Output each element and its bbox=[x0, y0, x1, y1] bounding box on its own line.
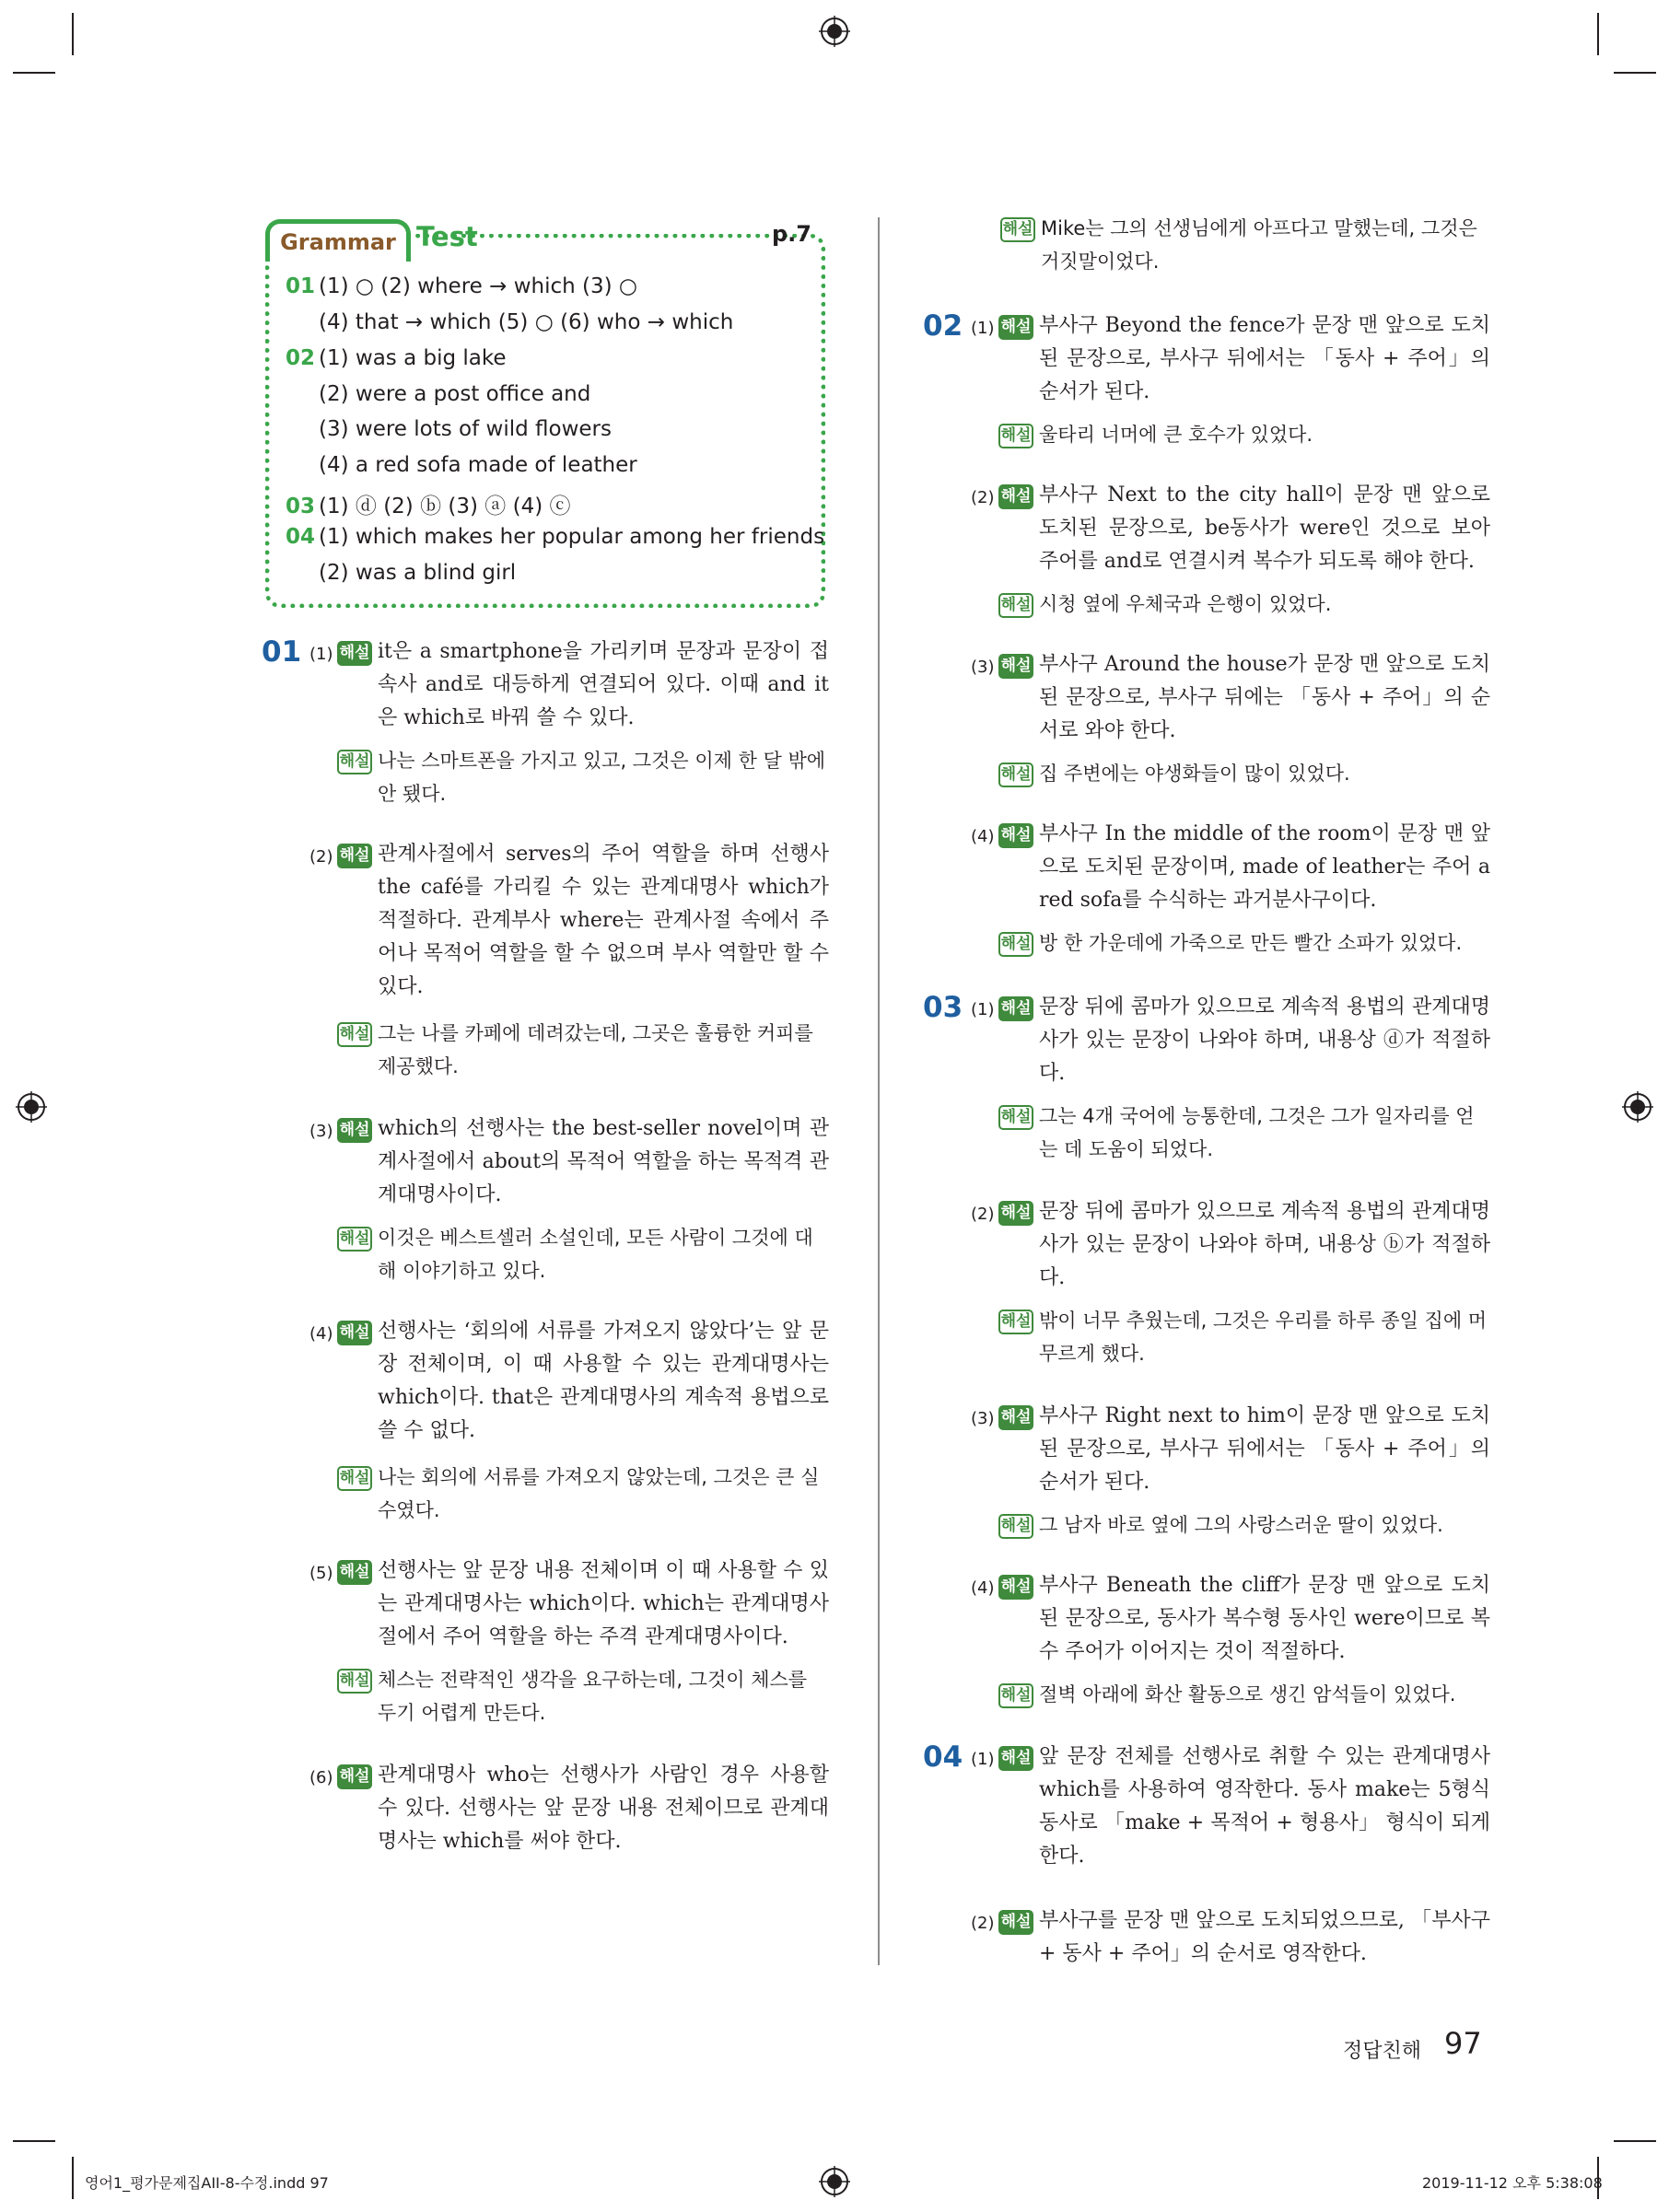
grammar-answer-line bbox=[286, 489, 571, 519]
answer-text: (1) which makes her popular among her friends bbox=[319, 525, 825, 549]
explanation-badge: 해설 bbox=[337, 1764, 372, 1789]
grammar-answer-line bbox=[286, 453, 637, 477]
answer-text: (1) ⓓ (2) ⓑ (3) ⓐ (4) ⓒ bbox=[319, 495, 571, 518]
explanation-text: 부사구 Beneath the cliff가 문장 맨 앞으로 도치된 문장으로, 동사가 복수형 동사인 were이므로 복수 주어가 이어지는 것이 적절하다. bbox=[1039, 1574, 1490, 1663]
item-label: (1) bbox=[309, 645, 333, 664]
item-label: (3) bbox=[971, 658, 995, 677]
grammar-test-title: Test bbox=[416, 221, 478, 252]
item-label: (2) bbox=[309, 847, 333, 867]
translation-text: 체스는 전략적인 생각을 요구하는데, 그것이 체스를 두기 어렵게 만든다. bbox=[378, 1669, 808, 1724]
registration-mark-icon bbox=[819, 16, 850, 47]
explanation-text: 부사구 Beyond the fence가 문장 맨 앞으로 도치된 문장으로, 부사구 뒤에서는 「동사 + 주어」의 순서가 된다. bbox=[1039, 314, 1490, 403]
question-number: 03 bbox=[286, 495, 316, 518]
explanation-badge: 해설 bbox=[337, 844, 372, 868]
translation-badge: 해설 bbox=[998, 1683, 1033, 1708]
translation-text: 나는 회의에 서류를 가져오지 않았는데, 그것은 큰 실수였다. bbox=[378, 1466, 820, 1521]
grammar-answer-line bbox=[286, 310, 733, 334]
explanation-badge: 해설 bbox=[998, 1201, 1033, 1226]
explanation-text: 문장 뒤에 콤마가 있으므로 계속적 용법의 관계대명사가 있는 문장이 나와야 하며, 내용상 ⓓ가 적절하다. bbox=[1039, 995, 1490, 1085]
crop-mark bbox=[1597, 13, 1599, 55]
item-label: (6) bbox=[309, 1768, 333, 1787]
page-reference: p.7 bbox=[772, 221, 811, 247]
item-label: (1) bbox=[971, 319, 995, 338]
registration-mark-icon bbox=[1622, 1091, 1653, 1123]
item-label: (2) bbox=[971, 1914, 995, 1933]
translation-badge: 해설 bbox=[998, 424, 1033, 448]
crop-mark bbox=[72, 2157, 74, 2199]
answer-text: (4) that → which (5) ○ (6) who → which bbox=[319, 310, 734, 334]
answer-text: (1) was a big lake bbox=[319, 346, 507, 370]
explanation-text: which의 선행사는 the best-seller novel이며 관계사절에서 about의 목적어 역할을 하는 목적격 관계대명사이다. bbox=[378, 1117, 829, 1206]
translation-text: 이것은 베스트셀러 소설인데, 모든 사람이 그것에 대해 이야기하고 있다. bbox=[378, 1227, 813, 1282]
explanation-badge: 해설 bbox=[998, 654, 1033, 679]
explanation-text: 선행사는 ‘회의에 서류를 가져오지 않았다’는 앞 문장 전체이며, 이 때 사용할 수 있는 관계대명사는 which이다. that은 관계대명사의 계속적 용법으로 쓸 수 없다. bbox=[378, 1320, 829, 1442]
question-number: 01 bbox=[262, 635, 302, 669]
question-number: 04 bbox=[286, 525, 316, 549]
question-number: 02 bbox=[923, 309, 963, 343]
column-divider bbox=[878, 217, 880, 1965]
explanation-badge: 해설 bbox=[998, 315, 1033, 340]
answer-text: (1) ○ (2) where → which (3) ○ bbox=[319, 274, 637, 298]
translation-badge: 해설 bbox=[337, 1669, 372, 1694]
explanation-badge: 해설 bbox=[337, 641, 372, 666]
translation-badge: 해설 bbox=[337, 750, 372, 774]
translation-badge: 해설 bbox=[337, 1227, 372, 1252]
question-number: 03 bbox=[923, 991, 963, 1024]
translation-badge: 해설 bbox=[998, 1105, 1033, 1130]
crop-mark bbox=[72, 13, 74, 55]
translation-badge: 해설 bbox=[337, 1466, 372, 1491]
translation-text: 그는 나를 카페에 데려갔는데, 그곳은 훌륭한 커피를 제공했다. bbox=[378, 1022, 813, 1077]
explanation-badge: 해설 bbox=[998, 484, 1033, 509]
item-label: (4) bbox=[309, 1324, 333, 1344]
registration-mark-icon bbox=[16, 1091, 47, 1123]
item-label: (2) bbox=[971, 1205, 995, 1224]
explanation-badge: 해설 bbox=[337, 1560, 372, 1585]
item-label: (1) bbox=[971, 1000, 995, 1019]
explanation-badge: 해설 bbox=[998, 1910, 1033, 1935]
grammar-answer-line bbox=[286, 274, 637, 298]
answer-text: (2) were a post office and bbox=[319, 382, 591, 406]
item-label: (4) bbox=[971, 1578, 995, 1598]
translation-text: 그는 4개 국어에 능통한데, 그것은 그가 일자리를 얻는 데 도움이 되었다. bbox=[1039, 1105, 1475, 1160]
item-label: (3) bbox=[309, 1122, 333, 1141]
translation-text: 집 주변에는 야생화들이 많이 있었다. bbox=[1039, 763, 1350, 785]
explanation-text: 관계대명사 who는 선행사가 사람인 경우 사용할 수 있다. 선행사는 앞 문장 내용 전체이므로 관계대명사는 which를 써야 한다. bbox=[378, 1764, 829, 1853]
item-label: (4) bbox=[971, 827, 995, 846]
grammar-answer-line bbox=[286, 382, 590, 406]
explanation-badge: 해설 bbox=[998, 1746, 1033, 1771]
item-label: (2) bbox=[971, 488, 995, 507]
grammar-answer-line bbox=[286, 525, 824, 549]
grammar-answer-line bbox=[286, 561, 516, 585]
slug-file-name: 영어1_평가문제집AII-8-수정.indd 97 bbox=[85, 2174, 329, 2192]
translation-badge: 해설 bbox=[998, 932, 1033, 957]
explanation-badge: 해설 bbox=[998, 1575, 1033, 1600]
explanation-text: it은 a smartphone을 가리키며 문장과 문장이 접속사 and로 대등하게 연결되어 있다. 이때 and it은 which로 바꿔 쓸 수 있다. bbox=[378, 640, 829, 729]
translation-badge: 해설 bbox=[998, 1514, 1033, 1539]
crop-mark bbox=[1614, 2140, 1656, 2142]
grammar-answer-line bbox=[286, 346, 507, 370]
crop-mark bbox=[13, 72, 55, 74]
explanation-badge: 해설 bbox=[998, 1405, 1033, 1430]
item-label: (5) bbox=[309, 1564, 333, 1583]
explanation-text: 문장 뒤에 콤마가 있으므로 계속적 용법의 관계대명사가 있는 문장이 나와야 하며, 내용상 ⓑ가 적절하다. bbox=[1039, 1200, 1490, 1289]
item-label: (1) bbox=[971, 1750, 995, 1769]
translation-badge: 해설 bbox=[998, 1310, 1033, 1334]
explanation-badge: 해설 bbox=[337, 1321, 372, 1345]
explanation-badge: 해설 bbox=[998, 996, 1033, 1021]
explanation-text: 부사구 Next to the city hall이 문장 맨 앞으로 도치된 문장으로, be동사가 were인 것으로 보아 주어를 and로 연결시켜 복수가 되도록 해야 한다. bbox=[1039, 483, 1490, 573]
section-label: 정답친해 bbox=[1343, 2040, 1422, 2063]
crop-mark bbox=[13, 2140, 55, 2142]
answer-text: (3) were lots of wild flowers bbox=[319, 417, 612, 441]
translation-badge: 해설 bbox=[998, 763, 1033, 787]
explanation-text: 선행사는 앞 문장 내용 전체이며 이 때 사용할 수 있는 관계대명사는 which이다. which는 관계대명사절에서 주어 역할을 하는 주격 관계대명사이다. bbox=[378, 1559, 829, 1648]
item-label: (3) bbox=[971, 1409, 995, 1428]
answer-text: (4) a red sofa made of leather bbox=[319, 453, 637, 477]
answer-text: (2) was a blind girl bbox=[319, 561, 517, 585]
translation-text: 밖이 너무 추웠는데, 그것은 우리를 하루 종일 집에 머무르게 했다. bbox=[1039, 1310, 1488, 1365]
explanation-text: 부사구 In the middle of the room이 문장 맨 앞으로 도치된 문장이며, made of leather는 주어 a red sofa를 수식하는 과거분사구이다. bbox=[1039, 822, 1490, 912]
translation-text: 그 남자 바로 옆에 그의 사랑스러운 딸이 있었다. bbox=[1039, 1514, 1443, 1536]
grammar-answer-line bbox=[286, 417, 612, 441]
registration-mark-icon bbox=[819, 2166, 850, 2197]
translation-badge: 해설 bbox=[1000, 217, 1035, 242]
explanation-text: 부사구 Right next to him이 문장 맨 앞으로 도치된 문장으로, 부사구 뒤에서는 「동사 + 주어」의 순서가 된다. bbox=[1039, 1404, 1490, 1494]
translation-text: 시청 옆에 우체국과 은행이 있었다. bbox=[1039, 593, 1332, 615]
translation-text: Mike는 그의 선생님에게 아프다고 말했는데, 그것은 거짓말이었다. bbox=[1041, 217, 1477, 273]
question-number: 01 bbox=[286, 274, 316, 298]
crop-mark bbox=[1614, 72, 1656, 74]
translation-badge: 해설 bbox=[337, 1022, 372, 1047]
explanation-text: 앞 문장 전체를 선행사로 취할 수 있는 관계대명사 which를 사용하여 영작한다. 동사 make는 5형식 동사로 「make + 목적어 + 형용사」 형식이 되게 한다. bbox=[1039, 1745, 1490, 1868]
page-number: 97 bbox=[1444, 2026, 1482, 2061]
explanation-text: 부사구를 문장 맨 앞으로 도치되었으므로, 「부사구 + 동사 + 주어」의 순서로 영작한다. bbox=[1039, 1909, 1490, 1965]
question-number: 04 bbox=[923, 1740, 963, 1774]
grammar-tab: Grammar bbox=[265, 219, 411, 262]
translation-text: 나는 스마트폰을 가지고 있고, 그것은 이제 한 달 밖에 안 됐다. bbox=[378, 750, 826, 805]
translation-text: 방 한 가운데에 가죽으로 만든 빨간 소파가 있었다. bbox=[1039, 932, 1463, 954]
translation-text: 울타리 너머에 큰 호수가 있었다. bbox=[1039, 424, 1313, 446]
explanation-badge: 해설 bbox=[337, 1118, 372, 1143]
explanation-badge: 해설 bbox=[998, 823, 1033, 848]
translation-badge: 해설 bbox=[998, 593, 1033, 618]
explanation-text: 관계사절에서 serves의 주어 역할을 하며 선행사 the café를 가리킬 수 있는 관계대명사 which가 적절하다. 관계부사 where는 관계사절 속에서 주어나 목적어 역할을 할 수 없으며 부사 역할만 할 수 있다. bbox=[378, 843, 829, 998]
slug-timestamp: 2019-11-12 오후 5:38:08 bbox=[1422, 2174, 1603, 2192]
explanation-text: 부사구 Around the house가 문장 맨 앞으로 도치된 문장으로, 부사구 뒤에는 「동사 + 주어」의 순서로 와야 한다. bbox=[1039, 653, 1490, 742]
question-number: 02 bbox=[286, 346, 316, 370]
translation-text: 절벽 아래에 화산 활동으로 생긴 암석들이 있었다. bbox=[1039, 1683, 1456, 1706]
